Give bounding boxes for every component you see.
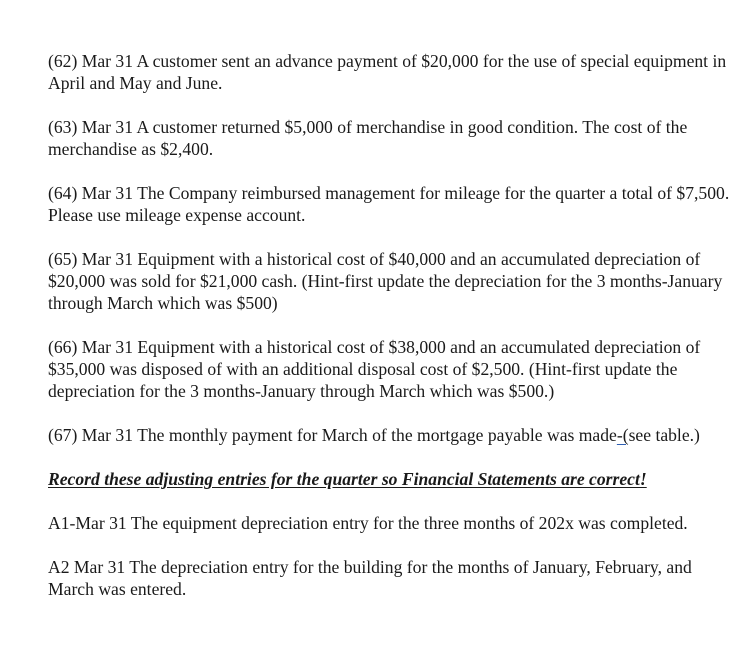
adjusting-entries-heading: Record these adjusting entries for the quarter so Financial Statements are correct!: [48, 469, 647, 489]
entry-67-underlined: -(: [616, 425, 629, 445]
entry-67-text: (67) Mar 31 The monthly payment for March of the mortgage payable was made: [48, 425, 617, 445]
adjustment-a2: A2 Mar 31 The depreciation entry for the building for the months of January, February, and March was entered.: [48, 557, 692, 599]
entry-62: (62) Mar 31 A customer sent an advance payment of $20,000 for the use of special equipment in April and May and June.: [48, 51, 727, 93]
entry-63: (63) Mar 31 A customer returned $5,000 of merchandise in good condition. The cost of the merchandise as $2,400.: [48, 117, 688, 159]
document-body: [48, 50, 738, 622]
entry-64: (64) Mar 31 The Company reimbursed management for mileage for the quarter a total of $7,500. Please use mileage expense account.: [48, 183, 730, 225]
adjustment-a1: A1-Mar 31 The equipment depreciation entry for the three months of 202x was completed.: [48, 513, 688, 533]
entry-66: (66) Mar 31 Equipment with a historical cost of $38,000 and an accumulated depreciation of $35,000 was disposed of with an additional disposal cost of $2,500. (Hint-first update the depreciation for the 3 months-January through March which was $500.): [48, 337, 701, 401]
entry-67: [48, 424, 738, 446]
entry-67-text-end: see table.): [628, 425, 700, 445]
entry-65: (65) Mar 31 Equipment with a historical cost of $40,000 and an accumulated depreciation of $20,000 was sold for $21,000 cash. (Hint-first update the depreciation for the 3 months-January through March which was $500): [48, 249, 723, 313]
